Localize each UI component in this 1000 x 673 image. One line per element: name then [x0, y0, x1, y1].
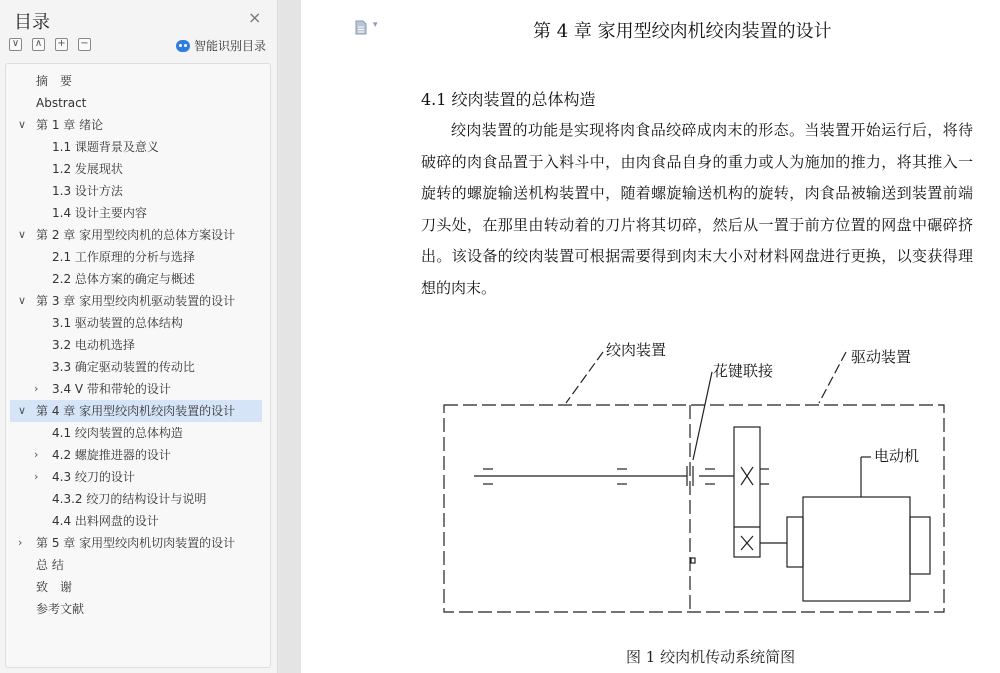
transmission-diagram [401, 330, 981, 630]
toc-title: 目录 [14, 12, 50, 33]
toc-item-label: 第 2 章 家用型绞肉机的总体方案设计 [36, 228, 236, 242]
toc-item[interactable] [10, 92, 262, 114]
toc-item[interactable] [10, 114, 262, 136]
figure-caption: 图 1 绞肉机传动系统简图 [626, 648, 796, 666]
toc-item-label: 3.4 V 带和带轮的设计 [52, 382, 171, 396]
toc-item[interactable] [10, 158, 262, 180]
toc-item-label: 2.2 总体方案的确定与概述 [52, 272, 195, 286]
toc-item[interactable] [10, 576, 262, 598]
toc-item[interactable] [10, 378, 262, 400]
chevron-right-icon[interactable]: › [18, 536, 23, 549]
toc-item-label: 1.1 课题背景及意义 [52, 140, 159, 154]
smart-toc-label: 智能识别目录 [194, 39, 267, 53]
small-marker [691, 558, 695, 563]
toc-item[interactable] [10, 532, 262, 554]
toc-item-label: 4.2 螺旋推进器的设计 [52, 448, 171, 462]
toc-item[interactable] [10, 444, 262, 466]
toc-item[interactable] [10, 246, 262, 268]
toc-item[interactable] [10, 554, 262, 576]
toc-item-label: 1.2 发展现状 [52, 162, 123, 176]
section-title: 4.1 绞肉装置的总体构造 [421, 90, 596, 109]
toc-item-label: 4.3 绞刀的设计 [52, 470, 135, 484]
toc-item[interactable] [10, 312, 262, 334]
gear-box [734, 427, 760, 557]
toc-item[interactable] [10, 510, 262, 532]
chevron-down-icon[interactable]: ▾ [373, 20, 378, 30]
toc-item[interactable] [10, 136, 262, 158]
toc-item-label: 第 3 章 家用型绞肉机驱动装置的设计 [36, 294, 236, 308]
toc-item[interactable] [10, 180, 262, 202]
toc-item[interactable] [10, 598, 262, 620]
toc-toolbar [9, 38, 91, 52]
toc-item[interactable] [10, 224, 262, 246]
toc-item[interactable] [10, 400, 262, 422]
leader-drive [819, 352, 846, 403]
toc-item-label: 致 谢 [36, 580, 73, 594]
chevron-right-icon[interactable]: › [34, 470, 39, 483]
toc-item-label: 3.3 确定驱动装置的传动比 [52, 360, 195, 374]
collapse-all-button[interactable]: ∨ [9, 38, 22, 51]
page-gutter [279, 0, 301, 673]
chapter-title: 第 4 章 家用型绞肉机绞肉装置的设计 [533, 21, 832, 42]
toc-item[interactable] [10, 466, 262, 488]
toc-item-label: 第 4 章 家用型绞肉机绞肉装置的设计 [36, 404, 236, 418]
toc-item-label: 总 结 [36, 558, 64, 572]
document-page [301, 0, 1000, 673]
toc-item[interactable] [10, 356, 262, 378]
chevron-right-icon[interactable]: › [34, 382, 39, 395]
toc-item-label: 2.1 工作原理的分析与选择 [52, 250, 195, 264]
motor-body [803, 497, 910, 601]
toc-item[interactable] [10, 268, 262, 290]
toc-item-label: 4.3.2 绞刀的结构设计与说明 [52, 492, 207, 506]
toc-item[interactable] [10, 422, 262, 444]
label-coupling: 花键联接 [713, 362, 774, 380]
toc-item-label: 摘 要 [36, 74, 73, 88]
label-motor: 电动机 [874, 447, 920, 465]
toc-item-label: 1.3 设计方法 [52, 184, 123, 198]
close-icon[interactable]: × [248, 8, 262, 27]
toc-item-label: 第 1 章 绪论 [36, 118, 104, 132]
motor-flange [787, 517, 803, 567]
motor-end [910, 517, 930, 574]
toc-item-label: 4.1 绞肉装置的总体构造 [52, 426, 183, 440]
remove-heading-button[interactable]: − [78, 38, 91, 51]
expand-all-button[interactable]: ∧ [32, 38, 45, 51]
toc-item-label: Abstract [36, 96, 87, 110]
dashed-frame [444, 405, 944, 612]
toc-sidebar [0, 0, 278, 673]
chevron-down-icon[interactable]: ∨ [18, 294, 27, 307]
toc-item[interactable] [10, 70, 262, 92]
leader-mincer [566, 352, 603, 403]
toc-item[interactable] [10, 334, 262, 356]
label-mincer: 绞肉装置 [606, 341, 667, 359]
smart-toc-button[interactable] [176, 37, 266, 54]
label-drive: 驱动装置 [851, 348, 912, 366]
toc-item-label: 第 5 章 家用型绞肉机切肉装置的设计 [36, 536, 236, 550]
chevron-right-icon[interactable]: › [34, 448, 39, 461]
toc-list [5, 63, 271, 668]
toc-item[interactable] [10, 488, 262, 510]
toc-item[interactable] [10, 202, 262, 224]
toc-item-label: 3.2 电动机选择 [52, 338, 135, 352]
chevron-down-icon[interactable]: ∨ [18, 228, 27, 241]
chevron-down-icon[interactable]: ∨ [18, 404, 27, 417]
toc-item-label: 参考文献 [36, 602, 85, 616]
add-heading-button[interactable]: + [55, 38, 68, 51]
robot-icon [176, 40, 190, 52]
document-icon[interactable] [355, 20, 367, 35]
toc-item-label: 4.4 出料网盘的设计 [52, 514, 159, 528]
toc-item[interactable] [10, 290, 262, 312]
chevron-down-icon[interactable]: ∨ [18, 118, 27, 131]
frame-rect [444, 405, 944, 612]
toc-item-label: 3.1 驱动装置的总体结构 [52, 316, 183, 330]
toc-item-label: 1.4 设计主要内容 [52, 206, 147, 220]
leader-coupling [693, 372, 712, 460]
body-paragraph: 绞肉装置的功能是实现将肉食品绞碎成肉末的形态。当装置开始运行后，将待破碎的肉食品置于入料斗中，由肉食品自身的重力或人为施加的推力，将其推入一旋转的螺旋输送机构装置中，随着螺旋输送机构的旋转，肉食品被输送到装置前端刀头处，在那里由转动着的刀片将其切碎，然后从一置于前方位置的网盘中碾碎挤出。该设备的绞肉装置可根据需要得到肉末大小对材料网盘进行更换，以变获得理想的肉末。 [421, 121, 973, 297]
